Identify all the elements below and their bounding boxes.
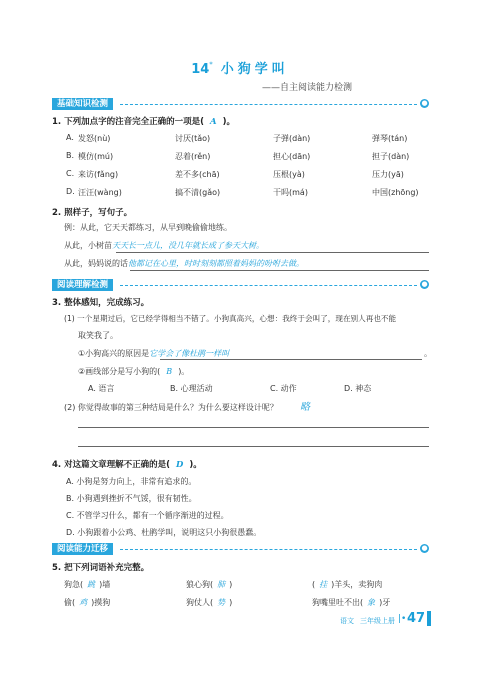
q4-suffix: )。 — [189, 460, 202, 470]
q5-answer: 肺 — [217, 580, 226, 589]
q1-item: 模仿(mú) — [78, 152, 114, 161]
q3-s1-prefix: ①小狗高兴的原因是 — [78, 349, 150, 358]
q1-question — [52, 115, 235, 127]
q5-post: ) — [229, 580, 233, 589]
q5-answer: 势 — [217, 598, 226, 607]
circle-icon: ● — [421, 544, 428, 552]
q3-s2-answer: B — [166, 367, 173, 376]
q1-prefix: 1. 下列加点字的注音完全正确的一项是( — [52, 117, 204, 127]
q5-post: )墙 — [99, 580, 111, 589]
q1-item: 汪汪(wàng) — [78, 188, 122, 197]
q5-item — [64, 597, 110, 608]
footer-separator-icon: |• — [398, 614, 407, 624]
q1-item: 来访(fǎng) — [78, 170, 119, 179]
lesson-number: 14 — [191, 62, 210, 77]
q5-answer: 象 — [367, 598, 376, 607]
q5-post: ) — [229, 598, 233, 607]
q1-option-label: C. — [66, 169, 75, 178]
q5-pre: 偷( — [64, 598, 76, 607]
q1-option-label: A. — [66, 133, 74, 142]
q3-option: B. 心理活动 — [170, 384, 213, 393]
q5-item — [186, 597, 232, 608]
q3-s2 — [78, 366, 189, 377]
q3-p2-answer: 略 — [300, 402, 310, 413]
q1-option-label: B. — [66, 151, 75, 160]
section-basic — [52, 98, 429, 110]
q5-post: )羊头，卖狗肉 — [331, 580, 383, 589]
q5-answer: 跳 — [87, 580, 96, 589]
q5-pre: 狼心狗( — [186, 580, 214, 589]
q1-item: 压力(yā) — [372, 170, 404, 179]
q5-item — [312, 579, 382, 590]
q1-option-label: D. — [66, 187, 75, 196]
circle-icon: ● — [421, 99, 428, 107]
section-divider — [120, 104, 417, 105]
q1-item: 压根(yà) — [273, 170, 305, 179]
q3-s2-suffix: )。 — [178, 367, 190, 376]
q4-option: C. 不管学习什么，都有一个循序渐进的过程。 — [66, 511, 229, 520]
answer-line — [78, 446, 429, 447]
answer-line — [130, 270, 429, 271]
q5-post: )摸狗 — [91, 598, 111, 607]
q3-s2-prefix: ②画线部分是写小狗的( — [78, 367, 161, 376]
q3-s1-answer: 它学会了像杜鹃一样叫 — [149, 349, 230, 358]
q5-title: 5. 把下列词语补充完整。 — [52, 563, 150, 573]
q3-p2: (2) 你觉得故事的第三种结局是什么？为什么要这样设计呢？ — [64, 403, 278, 412]
q5-answer: 挂 — [319, 580, 328, 589]
q1-item: 子弹(dàn) — [273, 134, 311, 143]
q5-answer: 鸡 — [79, 598, 88, 607]
q4-question — [52, 458, 202, 470]
q2-line1 — [64, 240, 264, 251]
q5-item — [186, 579, 232, 590]
q2-line1-prefix: 从此，小树苗 — [64, 241, 112, 250]
q1-item: 担心(dān) — [273, 152, 311, 161]
q3-title: 3. 整体感知，完成练习。 — [52, 298, 150, 308]
lesson-star: * — [209, 60, 213, 69]
q1-suffix: )。 — [222, 117, 235, 127]
q5-post: )牙 — [379, 598, 391, 607]
section-transfer-label: 阅读能力迁移 — [52, 543, 113, 555]
q4-answer: D — [176, 460, 184, 470]
section-reading — [52, 279, 429, 291]
q1-item: 差不多(chā) — [175, 170, 220, 179]
q1-item: 中国(zhōng) — [372, 188, 419, 197]
q3-option: C. 动作 — [270, 384, 297, 393]
q3-option: A. 语言 — [88, 384, 115, 393]
q5-pre: 狗仗人( — [186, 598, 214, 607]
q5-pre: 狗嘴里吐不出( — [312, 598, 364, 607]
q4-option: A. 小狗是努力向上，非常有追求的。 — [66, 477, 197, 486]
subtitle: ——自主阅读能力检测 — [262, 83, 353, 93]
q2-example: 例：从此，它天天都练习，从早到晚偷偷地练。 — [64, 223, 232, 232]
answer-line — [116, 252, 429, 253]
q5-item — [312, 597, 390, 608]
q1-item: 发怒(nù) — [78, 134, 111, 143]
q1-item: 讨厌(tǎo) — [175, 134, 211, 143]
section-reading-label: 阅读理解检测 — [52, 279, 113, 291]
page-marker — [427, 611, 431, 626]
q3-p1: (1) 一个星期过后，它已经学得相当不错了。小狗真高兴，心想：我终于会叫了，现在别人再也不能 — [64, 314, 397, 323]
footer-subject: 语文 — [340, 617, 354, 625]
q2-line2-prefix: 从此，妈妈说的话 — [64, 259, 128, 268]
q4-option: B. 小狗遇到挫折不气馁，很有韧性。 — [66, 494, 197, 503]
section-divider — [120, 549, 417, 550]
q1-item: 弹琴(tán) — [372, 134, 408, 143]
q3-option: D. 神态 — [344, 384, 372, 393]
q4-prefix: 4. 对这篇文章理解不正确的是( — [52, 460, 170, 470]
q3-s1 — [78, 348, 229, 359]
page-number: 47 — [407, 611, 426, 626]
q5-pre: 狗急( — [64, 580, 84, 589]
q2-line2-answer: 他都记在心里，时时刻刻都照着妈妈的吩咐去做。 — [128, 259, 304, 268]
q5-pre: ( — [312, 580, 316, 589]
page-title — [0, 58, 480, 77]
lesson-title: 小狗学叫 — [220, 62, 289, 77]
q3-s1-suffix: 。 — [424, 349, 432, 358]
q2-line1-answer: 天天长一点儿，没几年就长成了参天大树。 — [112, 241, 264, 250]
q5-item — [64, 579, 110, 590]
q3-p1-cont: 取笑我了。 — [78, 331, 118, 340]
q1-item: 忍着(rěn) — [175, 152, 211, 161]
q2-line2 — [64, 258, 304, 269]
q1-item: 搞不清(gǎo) — [175, 188, 221, 197]
q4-option: D. 小狗跟着小公鸡、杜鹃学叫，说明这只小狗很愚蠢。 — [66, 528, 262, 537]
section-basic-label: 基础知识检测 — [52, 98, 113, 110]
section-transfer — [52, 543, 429, 555]
answer-line — [78, 427, 429, 428]
section-divider — [120, 285, 417, 286]
q1-item: 干吗(má) — [273, 188, 308, 197]
answer-line — [160, 359, 422, 360]
circle-icon: ● — [421, 280, 428, 288]
q2-title: 2. 照样子，写句子。 — [52, 208, 133, 218]
q1-answer: A — [210, 117, 217, 127]
footer-grade: 三年级上册 — [360, 617, 395, 625]
q1-item: 担子(dàn) — [372, 152, 410, 161]
